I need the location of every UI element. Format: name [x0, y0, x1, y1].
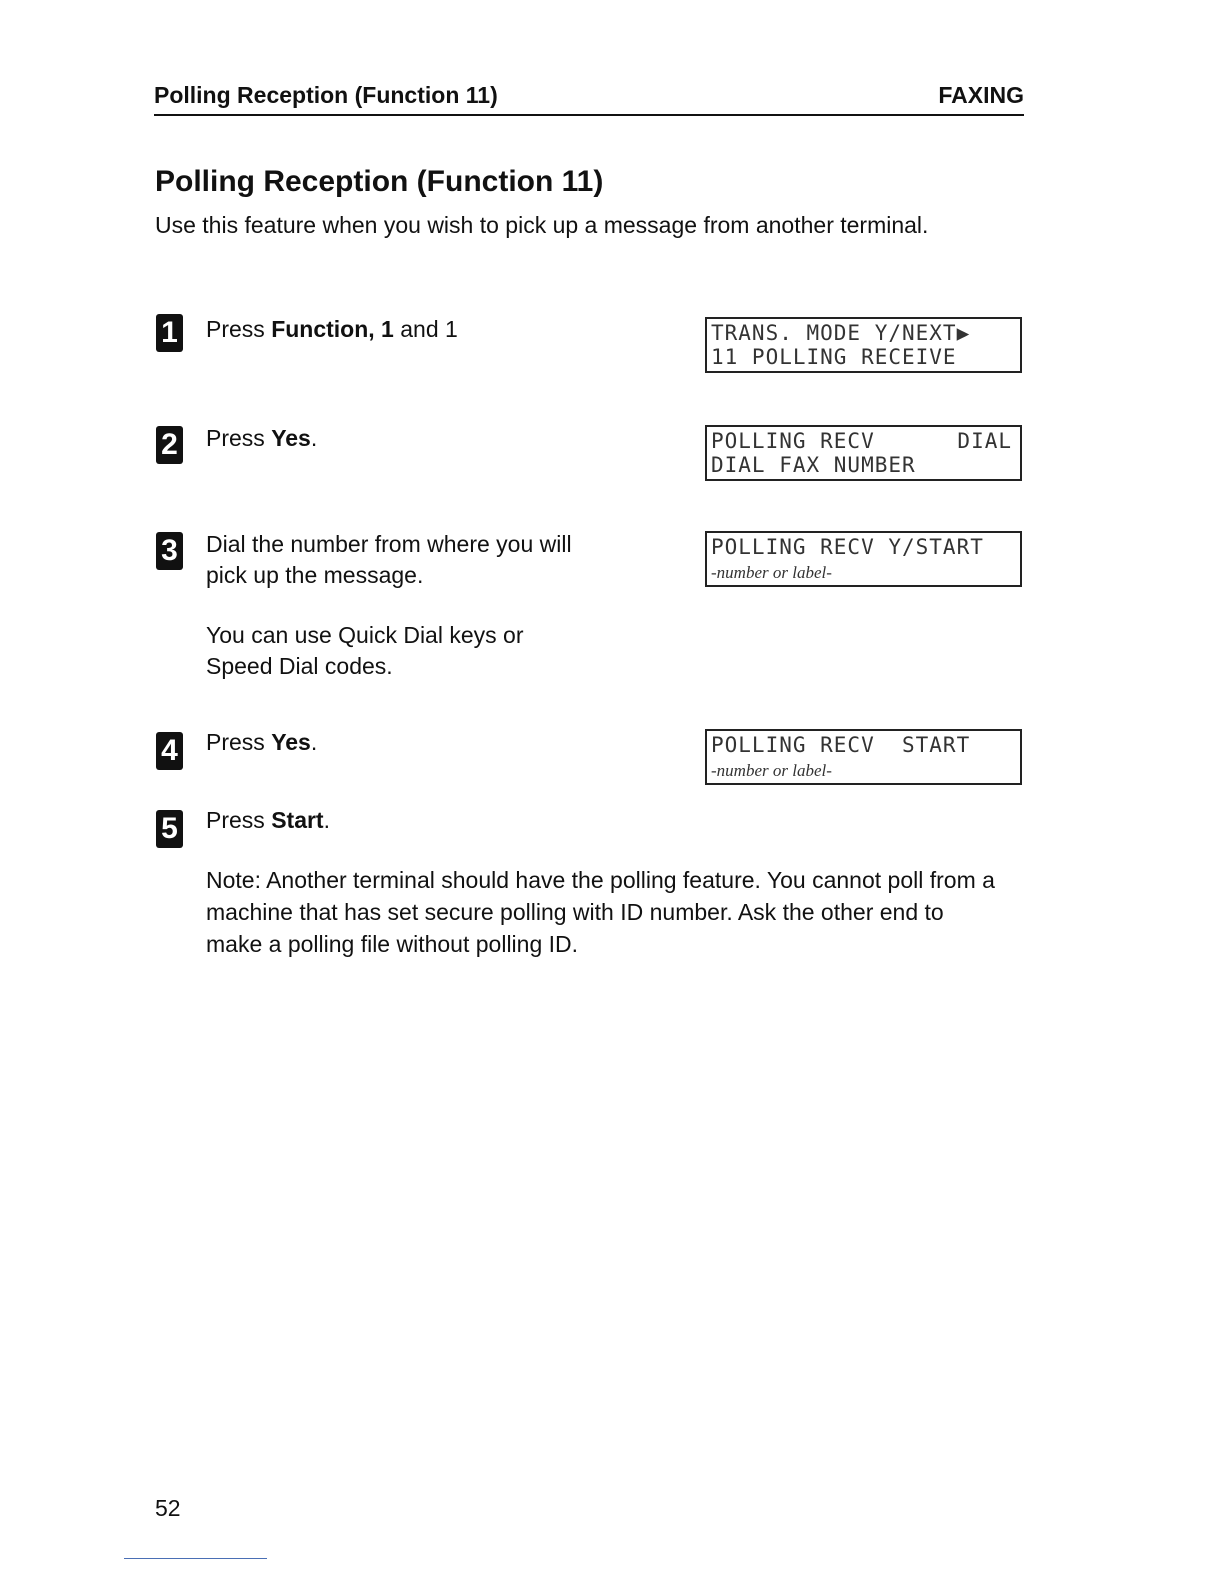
page-number: 52: [155, 1495, 181, 1521]
footer-rule: [124, 1558, 267, 1559]
step-2-display-line1-right: DIAL: [957, 429, 1012, 453]
step-4-key: Yes: [271, 729, 311, 755]
step-2-display-line2: DIAL FAX NUMBER: [711, 453, 916, 477]
step-2-badge: 2: [156, 426, 183, 464]
step-5-suffix: .: [323, 807, 330, 833]
step-4-suffix: .: [310, 729, 318, 755]
step-5-key: Start: [271, 807, 324, 833]
step-1-prefix: Press: [206, 316, 272, 342]
step-3-extra: You can use Quick Dial keys or Speed Dial codes.: [206, 622, 524, 679]
step-3-display: [705, 531, 1022, 587]
step-5-text: [206, 805, 606, 836]
step-1-display-line1: TRANS. MODE Y/NEXT▶: [711, 321, 971, 345]
step-1-suffix: and 1: [393, 316, 458, 342]
step-4-display: [705, 729, 1022, 785]
step-1-badge: 1: [156, 314, 183, 352]
step-2-display-line1: POLLING RECV: [711, 429, 875, 453]
step-4-prefix: Press: [206, 729, 272, 755]
step-2-display: [705, 425, 1022, 481]
note-paragraph: Note: Another terminal should have the polling feature. You cannot poll from a machine that has set secure polling with ID number. Ask the other end to make a polling file without polling ID.: [206, 867, 995, 957]
intro-paragraph: Use this feature when you wish to pick up a message from another terminal.: [155, 212, 929, 238]
step-3-display-line2: -number or label-: [711, 563, 832, 582]
step-4-display-line2: -number or label-: [711, 761, 832, 780]
header-chapter-title: FAXING: [938, 82, 1024, 108]
step-3-text: Dial the number from where you will pick up the message.: [206, 531, 572, 588]
header-section-title: Polling Reception (Function 11): [154, 82, 498, 108]
page-title: Polling Reception (Function 11): [155, 165, 604, 198]
step-4-text: [206, 727, 606, 758]
step-1-text: [206, 314, 606, 345]
step-1-display-line2: 11 POLLING RECEIVE: [711, 345, 957, 369]
step-2-suffix: .: [310, 425, 318, 451]
step-4-badge: 4: [156, 732, 183, 770]
step-1-display: [705, 317, 1022, 373]
step-2-key: Yes: [271, 425, 311, 451]
step-2-text: [206, 423, 606, 454]
step-1-key: Function, 1: [271, 316, 394, 342]
step-2-prefix: Press: [206, 425, 272, 451]
step-5-badge: 5: [156, 810, 183, 848]
step-3-display-line1: POLLING RECV Y/START: [711, 535, 984, 559]
step-3-badge: 3: [156, 532, 183, 570]
running-header: [154, 82, 1024, 116]
step-4-display-line1: POLLING RECV START: [711, 733, 971, 757]
step-5-prefix: Press: [206, 807, 272, 833]
